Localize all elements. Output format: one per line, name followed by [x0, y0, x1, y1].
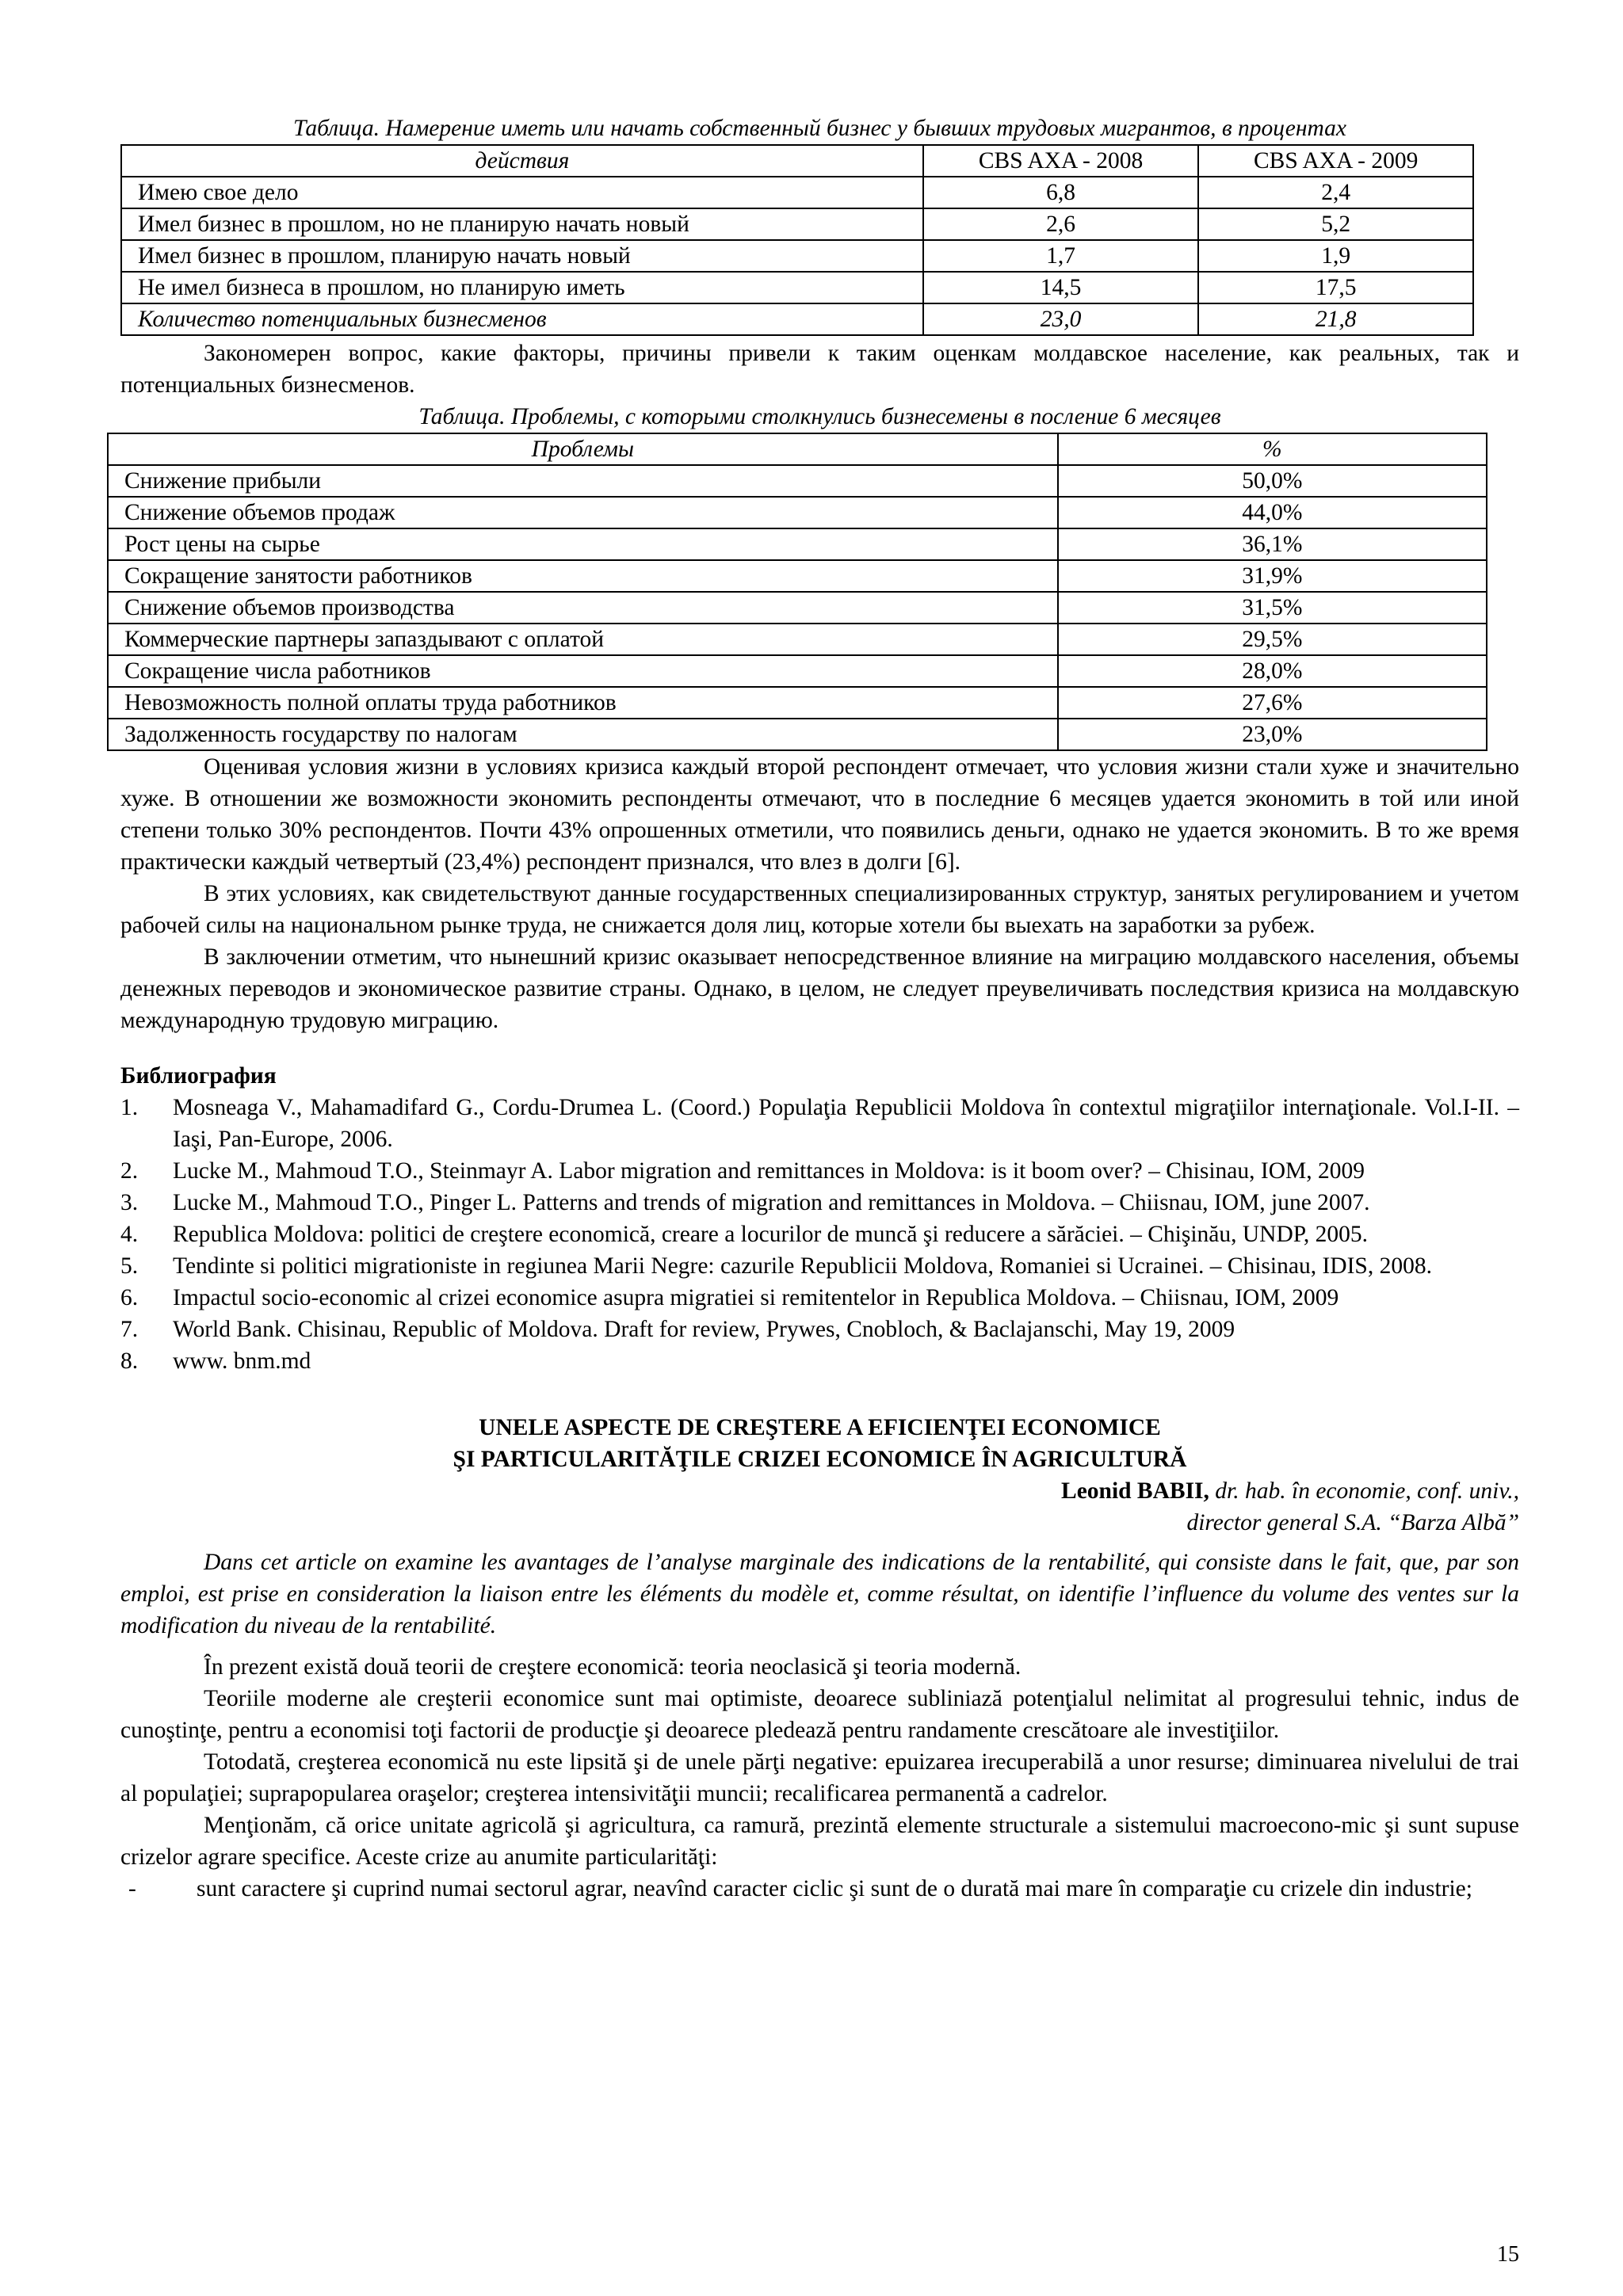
table-row: [121, 208, 1473, 240]
article-title-line: UNELE ASPECTE DE CREŞTERE A EFICIENŢEI ECONOMICE: [479, 1415, 1161, 1440]
cell-value: 1,9: [1198, 240, 1473, 272]
item-number: 6.: [120, 1285, 139, 1310]
column-header: CBS AXA - 2008: [923, 145, 1199, 177]
abstract: Dans cet article on examine les avantages de l’analyse marginale des indications de la rentabilité, qui consiste dans le fait, que, par son emploi, est prise en consideration la liaison entre les éléments du modèle et, comme résultat, on identifie l’influence du volume des ventes sur la modification du niveau de la rentabilité.: [120, 1550, 1519, 1638]
page-content: [120, 113, 1519, 1905]
row-label: Снижение прибыли: [108, 465, 1058, 497]
table-row: [121, 272, 1473, 303]
bibliography-item: [120, 1219, 1519, 1250]
column-header: CBS AXA - 2009: [1198, 145, 1473, 177]
table-row: [108, 528, 1487, 560]
cell-value: 44,0%: [1058, 497, 1487, 528]
row-label: Задолженность государству по налогам: [108, 719, 1058, 750]
table-row: [108, 719, 1487, 750]
row-label: Имею свое дело: [121, 177, 923, 208]
list-item: [120, 1873, 1519, 1905]
item-number: 5.: [120, 1253, 139, 1279]
bibliography-item: [120, 1314, 1519, 1345]
table-row: [108, 497, 1487, 528]
author-block: [120, 1475, 1519, 1539]
article-title-line: ŞI PARTICULARITĂŢILE CRIZEI ECONOMICE ÎN AGRICULTURĂ: [453, 1447, 1187, 1472]
business-problems-table: [107, 433, 1487, 751]
item-number: 2.: [120, 1158, 139, 1184]
author-name: Leonid BABII,: [1061, 1478, 1209, 1504]
row-label: Количество потенциальных бизнесменов: [121, 303, 923, 335]
table1-caption: Таблица. Намерение иметь или начать собственный бизнес у бывших трудовых мигрантов, в процентах: [292, 116, 1347, 141]
bibliography-item: [120, 1155, 1519, 1187]
table-row: [108, 687, 1487, 719]
paragraph: Menţionăm, că orice unitate agricolă şi agricultura, ca ramură, prezintă elemente structurale a sistemului macroecono-mic şi sunt supuse crizelor agrare specifice. Aceste crize au anumite particularităţi:: [120, 1813, 1519, 1870]
table-row: [108, 592, 1487, 624]
cell-value: 1,7: [923, 240, 1199, 272]
item-text: Lucke M., Mahmoud T.O., Steinmayr A. Labor migration and remittances in Moldova: is it boom over? – Chisinau, IOM, 2009: [173, 1158, 1365, 1184]
item-number: 1.: [120, 1095, 139, 1120]
table-header-row: [121, 145, 1473, 177]
row-label: Рост цены на сырье: [108, 528, 1058, 560]
cell-value: 36,1%: [1058, 528, 1487, 560]
cell-value: 29,5%: [1058, 624, 1487, 655]
cell-value: 27,6%: [1058, 687, 1487, 719]
author-position: director general S.A. “Barza Albă”: [1186, 1510, 1519, 1535]
list-item-text: sunt caractere şi cuprind numai sectorul agrar, neavînd caracter ciclic şi sunt de o durată mai mare în comparaţie cu crizele din industrie;: [197, 1876, 1472, 1901]
item-text: Impactul socio-economic al crizei economice asupra migratiei si remitentelor in Republica Moldova. – Chiisnau, IOM, 2009: [173, 1285, 1339, 1310]
row-label: Сокращение занятости работников: [108, 560, 1058, 592]
table-row: [108, 624, 1487, 655]
cell-value: 17,5: [1198, 272, 1473, 303]
bibliography-item: [120, 1250, 1519, 1282]
table-row: [108, 560, 1487, 592]
paragraph: В этих условиях, как свидетельствуют данные государственных специализированных структур, занятых регулированием и учетом рабочей силы на национальном рынке труда, не снижается доля лиц, которые хотели бы выехать на заработки за рубеж.: [120, 881, 1519, 938]
item-number: 8.: [120, 1348, 139, 1374]
article-title: [120, 1412, 1519, 1475]
cell-value: 50,0%: [1058, 465, 1487, 497]
paragraph: В заключении отметим, что нынешний кризис оказывает непосредственное влияние на миграцию молдавского населения, объемы денежных переводов и экономическое развитие страны. Однако, в целом, не следует преувеличивать последствия кризиса на молдавскую международную трудовую миграцию.: [120, 944, 1519, 1033]
table2-caption: Таблица. Проблемы, с которыми столкнулись бизнесемены в послениe 6 месяцев: [418, 404, 1221, 429]
item-text: Tendinte si politici migrationiste in regiunea Marii Negre: cazurile Republicii Moldova, Romaniei si Ucrainei. – Chisinau, IDIS, 2008.: [173, 1253, 1432, 1279]
column-header: %: [1058, 433, 1487, 465]
paragraph: Totodată, creşterea economică nu este lipsită şi de unele părţi negative: epuizarea irecuperabilă a unor resurse; diminuarea nivelului de trai al populaţiei; suprapopularea oraşelor; creşterea intensivităţii muncii; recalificarea permanentă a cadrelor.: [120, 1749, 1519, 1806]
row-label: Невозможность полной оплаты труда работников: [108, 687, 1058, 719]
cell-value: 6,8: [923, 177, 1199, 208]
row-label: Снижение объемов продаж: [108, 497, 1058, 528]
author-title: dr. hab. în economie, conf. univ.,: [1209, 1478, 1519, 1504]
paragraph: Teoriile moderne ale creşterii economice sunt mai optimiste, deoarece subliniază potenţialul nelimitat al progresului tehnic, indus de cunoştinţe, pentru a economisi toţi factorii de producţie şi deoarece pledează pentru randamente crescătoare ale investiţiilor.: [120, 1686, 1519, 1743]
table-row: [121, 177, 1473, 208]
cell-value: 2,4: [1198, 177, 1473, 208]
cell-value: 31,5%: [1058, 592, 1487, 624]
item-number: 3.: [120, 1190, 139, 1215]
row-label: Сокращение числа работников: [108, 655, 1058, 687]
cell-value: 23,0%: [1058, 719, 1487, 750]
table-total-row: [121, 303, 1473, 335]
page-number: 15: [1497, 2242, 1519, 2267]
table-row: [121, 240, 1473, 272]
item-number: 7.: [120, 1317, 139, 1342]
column-header: Проблемы: [108, 433, 1058, 465]
bibliography-list: [120, 1092, 1519, 1377]
bibliography-item: [120, 1282, 1519, 1314]
item-text: Lucke M., Mahmoud T.O., Pinger L. Patterns and trends of migration and remittances in Moldova. – Chiisnau, IOM, june 2007.: [173, 1190, 1370, 1215]
dash-bullet: -: [128, 1876, 136, 1901]
bibliography-heading: Библиография: [120, 1063, 277, 1089]
cell-value: 21,8: [1198, 303, 1473, 335]
row-label: Снижение объемов производства: [108, 592, 1058, 624]
table-header-row: [108, 433, 1487, 465]
cell-value: 2,6: [923, 208, 1199, 240]
item-text: World Bank. Chisinau, Republic of Moldova. Draft for review, Prywes, Cnobloch, & Baclajanschi, May 19, 2009: [173, 1317, 1235, 1342]
paragraph: Оценивая условия жизни в условиях кризиса каждый второй респондент отмечает, что условия жизни стали хуже и значительно хуже. В отношении же возможности экономить респонденты отмечают, что в последние 6 месяцев удается экономить в той или иной степени только 30% респондентов. Почти 43% опрошенных отметили, что появились деньги, однако не удается экономить. В то же время практически каждый четвертый (23,4%) респондент признался, что влез в долги [6].: [120, 754, 1519, 875]
item-text: Mosneaga V., Mahamadifard G., Cordu-Drumea L. (Coord.) Populaţia Republicii Moldova în contextul migraţiilor internaţionale. Vol.I-II. – Iaşi, Pan-Europe, 2006.: [173, 1095, 1519, 1152]
item-text: Republica Moldova: politici de creştere economică, creare a locurilor de muncă şi reducere a sărăciei. – Chişinău, UNDP, 2005.: [173, 1222, 1369, 1247]
bibliography-item: [120, 1187, 1519, 1219]
bibliography-item: [120, 1345, 1519, 1377]
paragraph: Закономерен вопрос, какие факторы, причины привели к таким оценкам молдавское население, как реальных, так и потенциальных бизнесменов.: [120, 341, 1519, 398]
cell-value: 14,5: [923, 272, 1199, 303]
row-label: Коммерческие партнеры запаздывают с оплатой: [108, 624, 1058, 655]
row-label: Имел бизнес в прошлом, но не планирую начать новый: [121, 208, 923, 240]
author-line: [120, 1475, 1519, 1507]
cell-value: 5,2: [1198, 208, 1473, 240]
bibliography-item: [120, 1092, 1519, 1155]
migrant-business-table: [120, 144, 1474, 336]
cell-value: 31,9%: [1058, 560, 1487, 592]
row-label: Не имел бизнеса в прошлом, но планирую иметь: [121, 272, 923, 303]
item-number: 4.: [120, 1222, 139, 1247]
row-label: Имел бизнес в прошлом, планирую начать новый: [121, 240, 923, 272]
cell-value: 28,0%: [1058, 655, 1487, 687]
item-text: www. bnm.md: [173, 1348, 311, 1374]
column-header: действия: [121, 145, 923, 177]
cell-value: 23,0: [923, 303, 1199, 335]
table-row: [108, 655, 1487, 687]
paragraph: În prezent există două teorii de creştere economică: teoria neoclasică şi teoria modernă.: [204, 1654, 1022, 1680]
table-row: [108, 465, 1487, 497]
